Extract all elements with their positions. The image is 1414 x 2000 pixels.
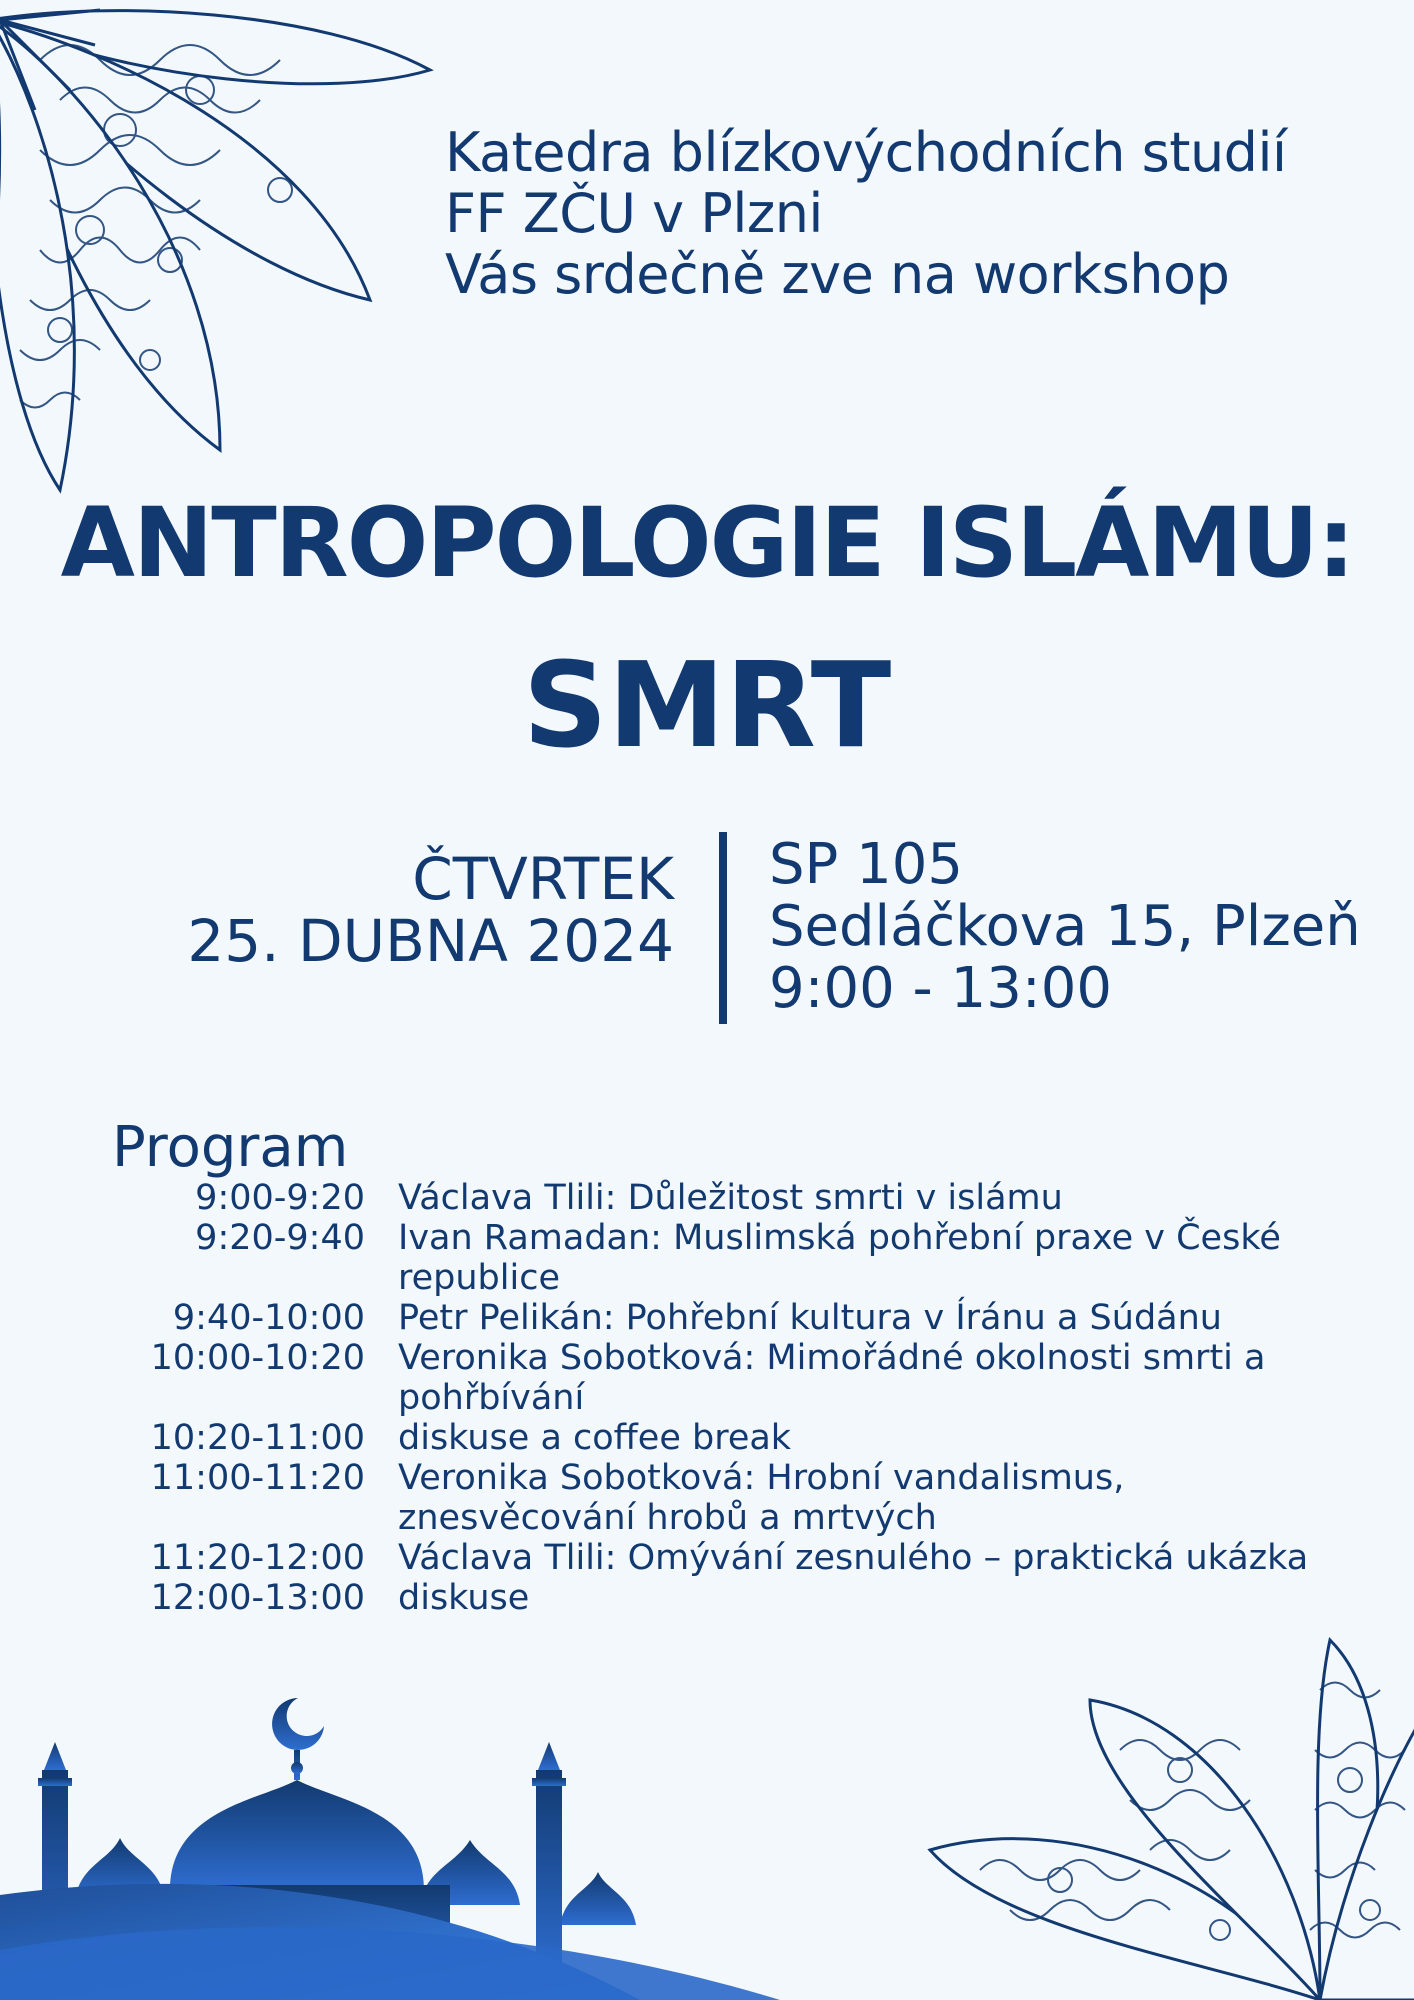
program-item-time: 9:40-10:00 bbox=[172, 1298, 365, 1338]
program-item-text: diskuse a coffee break bbox=[398, 1418, 792, 1458]
venue-time: 9:00 - 13:00 bbox=[769, 956, 1112, 1021]
program-item-text: Petr Pelikán: Pohřební kultura v Íránu a Súdánu bbox=[398, 1298, 1222, 1338]
program-item bbox=[100, 1578, 1400, 1618]
program-item-time: 9:20-9:40 bbox=[195, 1218, 365, 1258]
venue-room: SP 105 bbox=[769, 832, 964, 897]
program-item-time: 11:00-11:20 bbox=[150, 1458, 365, 1498]
program-item-time: 10:00-10:20 bbox=[150, 1338, 365, 1378]
program-item-time: 11:20-12:00 bbox=[150, 1538, 365, 1578]
program-item-text: diskuse bbox=[398, 1578, 530, 1618]
program-item-text: Václava Tlili: Důležitost smrti v islámu bbox=[398, 1178, 1063, 1218]
date-venue-divider bbox=[719, 832, 727, 1024]
event-date: 25. DUBNA 2024 bbox=[187, 907, 674, 975]
intro-block bbox=[445, 122, 1405, 305]
event-subtitle: SMRT bbox=[522, 636, 892, 774]
program-item bbox=[100, 1298, 1400, 1338]
top-ornament-arabesque-icon bbox=[0, 0, 450, 500]
program-item-time: 9:00-9:20 bbox=[195, 1178, 365, 1218]
intro-faculty: FF ZČU v Plzni bbox=[445, 182, 823, 245]
program-item bbox=[100, 1458, 1400, 1538]
program-item bbox=[100, 1418, 1400, 1458]
program-item-text: Ivan Ramadan: Muslimská pohřební praxe v České republice bbox=[398, 1218, 1281, 1298]
program-list bbox=[100, 1178, 1400, 1618]
date-block bbox=[187, 845, 674, 975]
program-item bbox=[100, 1338, 1400, 1418]
intro-department: Katedra blízkovýchodních studií bbox=[445, 121, 1287, 184]
venue-address: Sedláčkova 15, Plzeň bbox=[769, 894, 1361, 959]
program-item-text: Veronika Sobotková: Hrobní vandalismus, znesvěcování hrobů a mrtvých bbox=[398, 1458, 1125, 1538]
event-title: ANTROPOLOGIE ISLÁMU: bbox=[60, 487, 1354, 599]
venue-block bbox=[769, 834, 1361, 1020]
program-item-time: 10:20-11:00 bbox=[150, 1418, 365, 1458]
program-item bbox=[100, 1538, 1400, 1578]
bottom-ornament-arabesque-icon bbox=[920, 1630, 1414, 2000]
mosque-silhouette-icon bbox=[0, 1680, 800, 2000]
intro-invitation: Vás srdečně zve na workshop bbox=[445, 243, 1230, 306]
program-item-time: 12:00-13:00 bbox=[150, 1578, 365, 1618]
program-item-text: Václava Tlili: Omývání zesnulého – praktická ukázka bbox=[398, 1538, 1309, 1578]
program-heading: Program bbox=[112, 1115, 349, 1180]
program-item-text: Veronika Sobotková: Mimořádné okolnosti smrti a pohřbívání bbox=[398, 1338, 1266, 1418]
program-item bbox=[100, 1178, 1400, 1218]
event-weekday: ČTVRTEK bbox=[412, 845, 674, 913]
program-item bbox=[100, 1218, 1400, 1298]
